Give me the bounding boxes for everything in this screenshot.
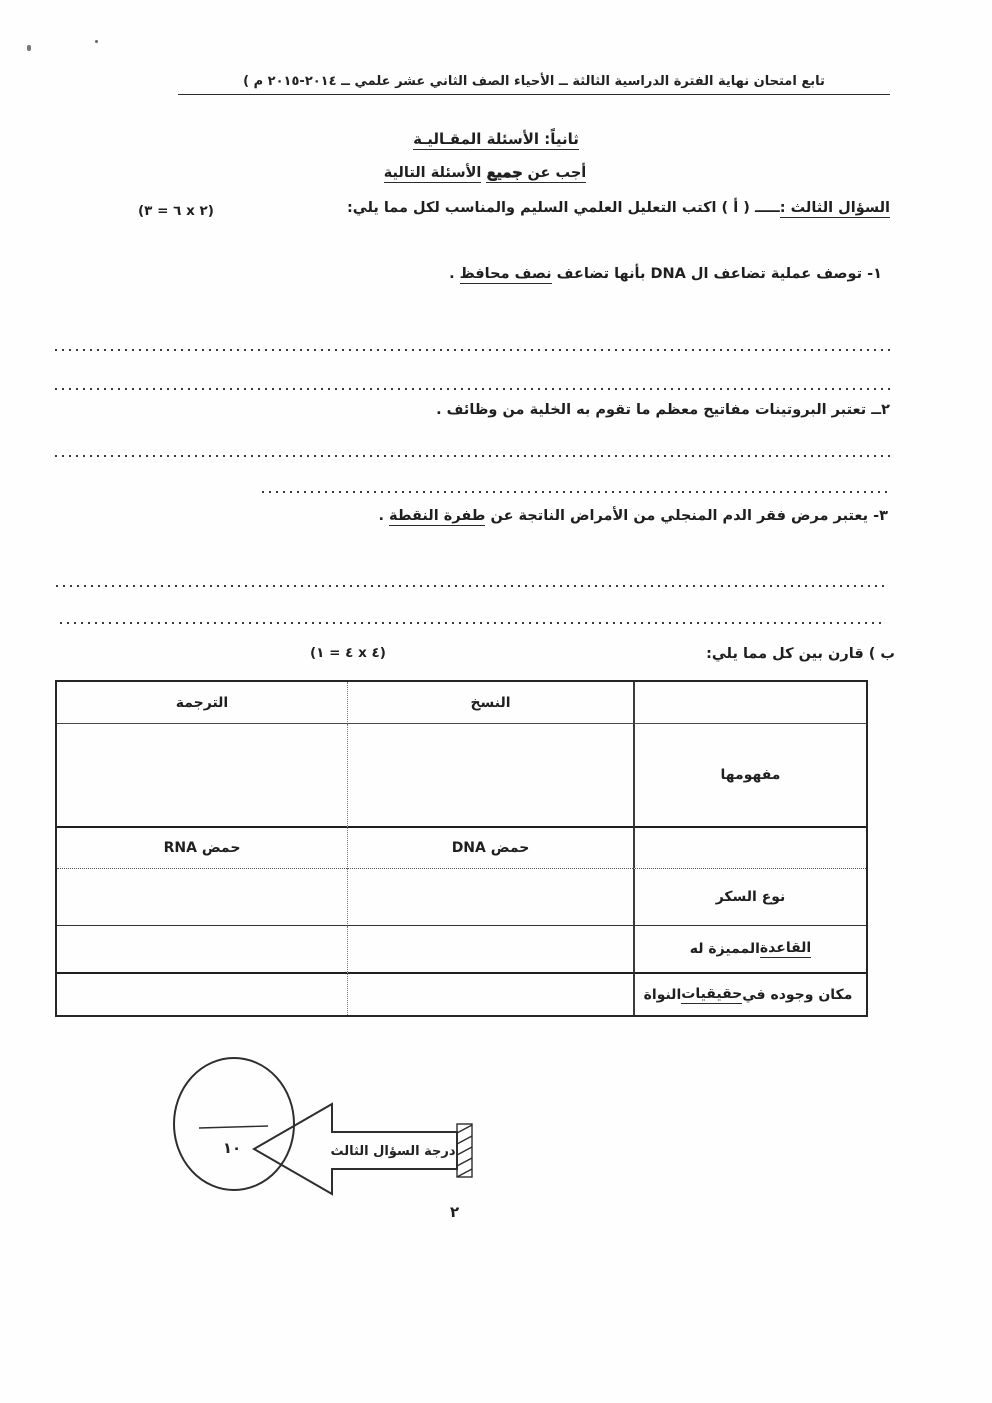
- answer-dotted-line: [262, 491, 890, 493]
- row-label-base: [633, 926, 866, 974]
- comparison-table: [55, 680, 868, 1017]
- part-b-heading: ب ) قارن بين كل مما يلي:: [706, 646, 895, 662]
- row-label-location: [633, 974, 866, 1015]
- base-rna-cell: [57, 926, 347, 974]
- question3-part-a-intro: ( أ ) اكتب التعليل العلمي السليم والمناسب لكل مما يلي:: [346, 200, 750, 216]
- score-fraction-line: [199, 1126, 268, 1128]
- sugar-rna-cell: [57, 869, 347, 926]
- concept-translation-cell: [57, 724, 347, 828]
- question-item-1: [449, 266, 882, 282]
- location-underlined: حقيقيات: [681, 985, 743, 1002]
- instruction-post: الأسئلة التالية: [383, 165, 482, 181]
- part-b-marks: (٤ = ١ x ٤): [310, 645, 386, 661]
- section-title: [0, 130, 992, 148]
- row-label-concept: مفهومها: [633, 724, 866, 828]
- score-circle: [174, 1058, 294, 1190]
- item3-underlined-term: طفرة النقطة: [389, 508, 486, 524]
- sugar-dna-cell: [347, 869, 633, 926]
- score-arrow-label: درجة السؤال الثالث: [330, 1144, 456, 1159]
- question3-label: السؤال الثالث :: [779, 200, 890, 216]
- item1-number: ١-: [867, 266, 882, 282]
- score-max-value: ١٠: [222, 1139, 242, 1157]
- base-label-underlined: القاعدة: [759, 940, 812, 956]
- answer-dotted-line: [60, 622, 886, 624]
- location-dna-cell: [347, 974, 633, 1015]
- question-item-2: [436, 402, 890, 418]
- location-rna-cell: [57, 974, 347, 1015]
- subheader-dna-acid: حمض DNA: [347, 828, 633, 869]
- item2-number: ٢ــ: [871, 402, 890, 418]
- table-header-label-col: [633, 682, 866, 724]
- table-header-transcription: النسخ: [347, 682, 633, 724]
- answer-dotted-line: [55, 388, 890, 390]
- base-label-rest: المميزة له: [689, 941, 760, 957]
- answer-instruction: [0, 165, 970, 181]
- row-label-sugar: نوع السكر: [633, 869, 866, 926]
- location-post: النواة: [643, 986, 682, 1003]
- page-number: ٢: [450, 1203, 460, 1221]
- answer-dotted-line: [55, 349, 890, 351]
- part-a-marks: (٦ = ٣ x ٢): [138, 203, 214, 219]
- question3-blank: ـــــ: [754, 200, 780, 216]
- exam-header-line: [178, 74, 890, 95]
- location-pre: مكان وجوده في: [742, 986, 853, 1003]
- section-title-text: ثانياً: الأسئلة المقـاليـة: [413, 130, 579, 148]
- subheader-rna-acid: حمض RNA: [57, 828, 347, 869]
- concept-transcription-cell: [347, 724, 633, 828]
- answer-dotted-line: [56, 585, 884, 587]
- instruction-emphasis: جميع: [486, 165, 523, 181]
- item1-text: توصف عملية تضاعف ال DNA بأنها تضاعف: [556, 266, 863, 282]
- exam-header-text: تابع امتحان نهاية الفترة الدراسية الثالثة ــ الأحياء الصف الثاني عشر علمي ــ ٢٠١٤-٢٠١٥ م ): [243, 74, 825, 89]
- item2-text: تعتبر البروتينات مفاتيح معظم ما تقوم به الخلية من وظائف .: [436, 402, 867, 418]
- score-arrow-tail-hatch: [457, 1125, 472, 1177]
- scan-speck: [95, 40, 98, 43]
- instruction-pre: أجب عن: [522, 165, 587, 181]
- acids-label-cell: [633, 828, 866, 869]
- question-item-3: [378, 508, 888, 524]
- base-dna-cell: [347, 926, 633, 974]
- score-figure: [158, 1053, 488, 1203]
- table-header-translation: الترجمة: [57, 682, 347, 724]
- scan-speck: [27, 45, 31, 51]
- item3-period: .: [378, 508, 390, 524]
- item3-text: يعتبر مرض فقر الدم المنجلي من الأمراض الناتجة عن: [490, 508, 869, 524]
- question3-heading: [347, 200, 890, 216]
- answer-dotted-line: [55, 455, 890, 457]
- item3-number: ٣-: [873, 508, 888, 524]
- item1-underlined-term: نصف محافظ: [459, 266, 552, 282]
- item1-period: .: [449, 266, 460, 282]
